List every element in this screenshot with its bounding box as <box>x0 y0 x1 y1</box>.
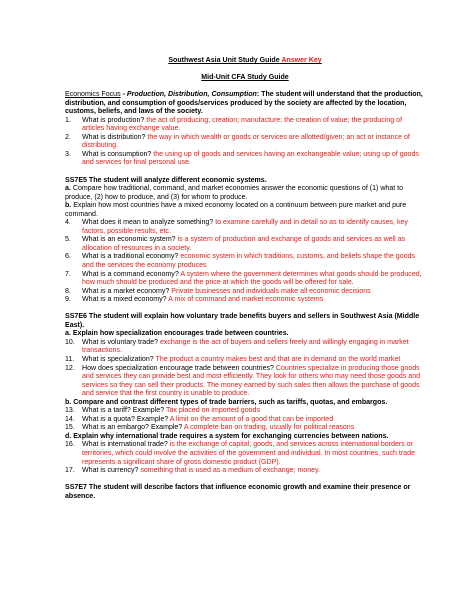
answer-text: the way in which wealth or goods or services are allotted/given; an act or instance of distributing. <box>82 133 410 150</box>
standard-b-heading: b. Compare and contrast different types of trade barriers, such as tariffs, quotas, and embargos. <box>65 398 388 406</box>
question-text: What is a market economy? <box>82 287 170 295</box>
list-item: 17. What is currency? something that is used as a medium of exchange; money. <box>65 467 321 475</box>
answer-text: the act of producing; creation; manufacture; the creation of value; the producing of articles having exchange value. <box>82 116 403 133</box>
answer-text: A system where the government determines what goods should be produced, how much should be produced and the price at which the goods will be offered for sale. <box>82 270 422 287</box>
answer-text: The product a country makes best and that are in demand on the world market <box>153 355 401 363</box>
list-item: 13. What is a tariff? Example? Tax placed on imported goods <box>65 407 260 415</box>
question-text: How does specialization encourage trade between countries? <box>82 364 274 372</box>
list-item: 1. What is production? the act of producing; creation; manufacture; the creation of value; the producing of articles having exchange value. <box>65 116 403 133</box>
list-item: 8. What is a market economy? Private businesses and individuals make all economic decisions <box>65 287 371 295</box>
question-text: What is a traditional economy? <box>82 253 179 261</box>
standard-d-heading: d. Explain why international trade requires a system for exchanging currencies between nations. <box>65 432 389 440</box>
ss7e5-question-list <box>65 219 425 304</box>
answer-text: is a system of production and exchange of goods and services as well as allocation of resources in a society. <box>82 236 406 252</box>
answer-text: A limit on the amount of a good that can be imported <box>168 415 334 423</box>
question-text: What is a mixed economy? <box>82 296 167 304</box>
document-subtitle: Mid-Unit CFA Study Guide <box>201 74 289 82</box>
answer-text: to examine carefully and in detail so as to identify causes, key factors, possible results, etc. <box>82 219 408 235</box>
document-title <box>65 57 425 66</box>
answer-text: Countries specialize in producing those goods and services they can provide best and most efficiently. They look for others who may need those goods and services so they can sell their products. The money earned by such sales then allows the purchase of goods and service that the first country is unable to produce. <box>82 364 421 398</box>
list-item: 16. What is international trade? is the exchange of capital, goods, and services across international borders or territories, which could involve the activities of the government and individual. In most countries, such trade represents a significant share of gross domestic product (GDP). <box>65 441 415 466</box>
answer-text: Private businesses and individuals make all economic decisions <box>169 287 371 295</box>
question-text: What is production? <box>82 116 145 124</box>
list-item: 5. What is an economic system? is a system of production and exchange of goods and services as well as allocation of resources in a society. <box>65 236 406 252</box>
ss7e6-d-question-list <box>65 441 425 475</box>
list-item: 4. What does it mean to analyze something? to examine carefully and in detail so as to identify causes, key factors, possible results, etc. <box>65 219 408 235</box>
ss7e6-a-question-list <box>65 339 425 399</box>
question-text: What is international trade? <box>82 441 168 449</box>
question-text: What does it mean to analyze something? <box>82 219 214 227</box>
answer-text: A mix of command and market economic systems <box>166 296 324 304</box>
answer-text: is the exchange of capital, goods, and services across international borders or territories, which could involve the activities of the government and individual. In most countries, such trade represents a significant share of gross domestic product (GDP). <box>82 441 415 466</box>
list-item: 10. What is voluntary trade? exchange is the act of buyers and sellers freely and willingly engaging in market transactions. <box>65 338 409 355</box>
list-item: 14. What is a quota? Example? A limit on the amount of a good that can be imported <box>65 415 334 423</box>
question-text: What is voluntary trade? <box>82 338 158 346</box>
answer-text: A complete ban on trading, usually for political reasons <box>182 424 355 432</box>
list-item: 11. What is specialization? The product a country makes best and that are in demand on the world market <box>65 355 401 363</box>
question-text: What is a quota? Example? <box>82 415 169 423</box>
answer-text: exchange is the act of buyers and sellers freely and willingly engaging in market transactions. <box>82 338 409 355</box>
question-text: What is currency? <box>82 467 139 475</box>
list-item: 6. What is a traditional economy? economic system in which traditions, customs, and beliefs shape the goods and the services the economy produces <box>65 253 415 269</box>
standard-a: a. Compare how traditional, command, and market economies answer the economic questions of (1) what to produce, (2) how to produce, and (3) for whom to produce. <box>65 185 404 201</box>
intro-italic: Production, Distribution, Consumption <box>126 91 257 99</box>
list-item: 2. What is distribution? the way in which wealth or goods or services are allotted/given; an act or instance of distributing. <box>65 133 410 150</box>
question-text: What is an embargo? Example? <box>82 424 183 432</box>
economics-focus-label: Economics Focus <box>65 91 121 99</box>
answer-text: the using up of goods and services having an exchangeable value; using up of goods and services for final personal use. <box>82 150 419 167</box>
intro-dash: - <box>120 91 127 99</box>
answer-text: something that is used as a medium of exchange; money. <box>138 467 321 475</box>
question-text: What is consumption? <box>82 150 152 158</box>
list-item: 7. What is a command economy? A system where the government determines what goods should be produced, how much should be produced and the price at which the goods will be offered for sale. <box>65 270 422 287</box>
standard-b: b. Explain how most countries have a mixed economy located on a continuum between pure market and pure command. <box>65 202 407 218</box>
section-ss7e5-heading: SS7E5 The student will analyze different economic systems. <box>65 176 267 184</box>
question-text: What is a tariff? Example? <box>82 407 165 415</box>
title-main: Southwest Asia Unit Study Guide <box>168 57 280 64</box>
ss7e6-b-question-list <box>65 407 425 433</box>
question-text: What is a command economy? <box>82 270 179 278</box>
list-item: 12. How does specialization encourage trade between countries? Countries specialize in producing those goods and services they can provide best and most efficiently. They look for others who may need those goods and services so they can sell their products. The money earned by such sales then allows the purchase of goods and service that the first country is unable to produce. <box>65 364 421 398</box>
standard-a-heading: a. Explain how specialization encourages trade between countries. <box>65 330 289 338</box>
question-text: What is specialization? <box>82 355 154 363</box>
question-text: What is distribution? <box>82 133 146 141</box>
list-item: 15. What is an embargo? Example? A complete ban on trading, usually for political reasons <box>65 424 355 432</box>
list-item: 9. What is a mixed economy? A mix of command and market economic systems <box>65 296 324 304</box>
intro-text: : The student will understand that the production, distribution, and consumption of goods/services produced by the society are affected by the location, customs, beliefs, and laws of the society. <box>65 91 423 116</box>
economics-focus-intro <box>65 91 425 117</box>
question-text: What is an economic system? <box>82 236 176 244</box>
section-ss7e7-heading: SS7E7 The student will describe factors that influence economic growth and examine their presence or absence. <box>65 484 411 500</box>
econ-question-list <box>65 117 425 168</box>
list-item: 3. What is consumption? the using up of goods and services having an exchangeable value; using up of goods and services for final personal use. <box>65 150 419 167</box>
answer-text: Tax placed on imported goods <box>164 407 260 415</box>
section-ss7e6-heading: SS7E6 The student will explain how voluntary trade benefits buyers and sellers in Southwest Asia (Middle East). <box>65 313 420 329</box>
answer-text: economic system in which traditions, customs, and beliefs shape the goods and the services the economy produces <box>82 253 415 269</box>
title-answer-key: Answer Key <box>281 57 322 64</box>
